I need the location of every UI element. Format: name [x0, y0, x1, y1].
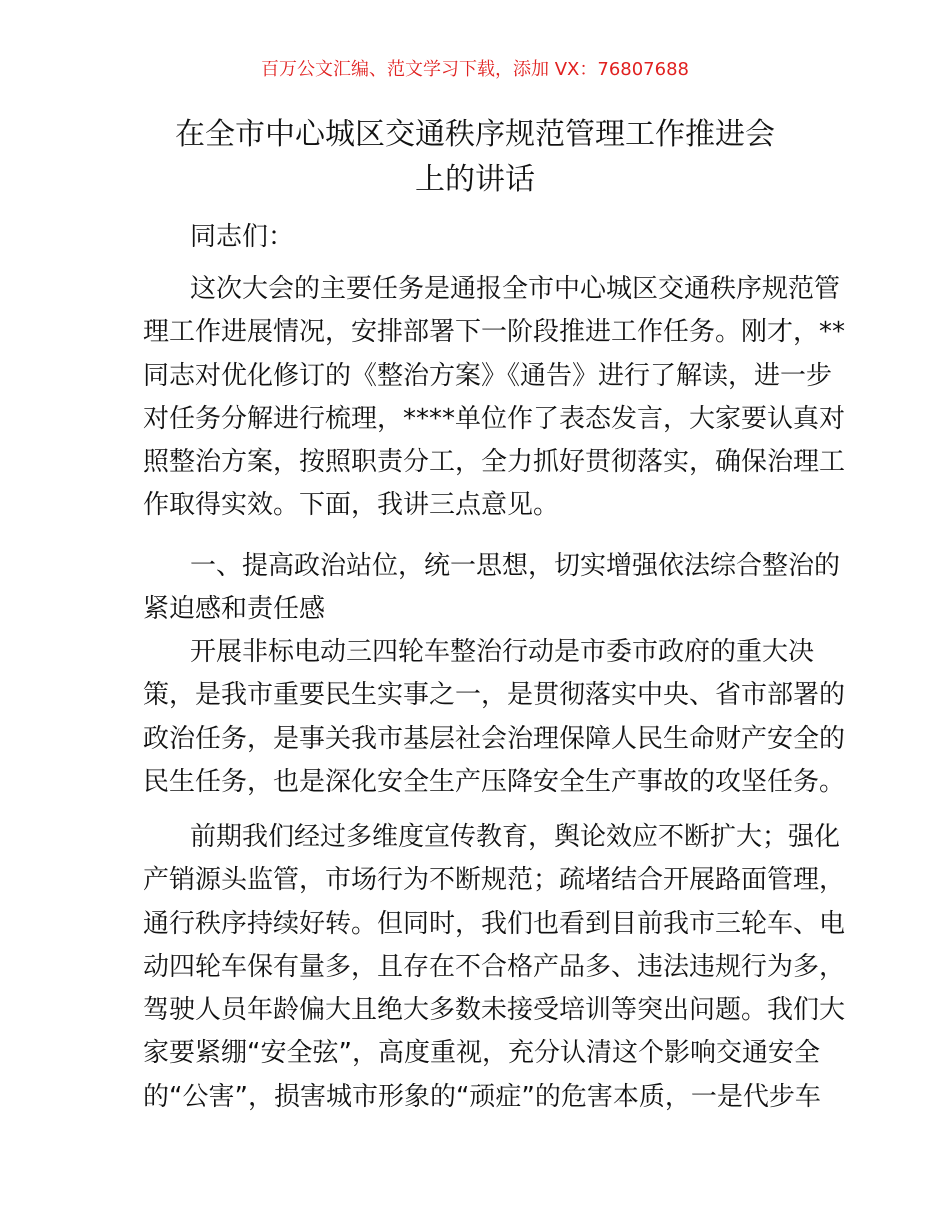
text-line: 的“公害”，损害城市形象的“顽症”的危害本质，一是代步车 [143, 1081, 821, 1112]
text-line: 家要紧绷“安全弦”，高度重视，充分认清这个影响交通安全 [143, 1038, 820, 1069]
paragraph-problems [143, 816, 846, 1119]
text-line: 理工作进展情况，安排部署下一阶段推进工作任务。刚才，** [143, 317, 846, 348]
text-line: 这次大会的主要任务是通报全市中心城区交通秩序规范管 [190, 274, 841, 304]
text-line: 前期我们经过多维度宣传教育，舆论效应不断扩大；强化 [190, 822, 841, 852]
text-line: 对任务分解进行梳理，****单位作了表态发言，大家要认真对 [143, 403, 846, 434]
text-line: 同志对优化修订的《整治方案》《通告》进行了解读，进一步 [143, 360, 833, 391]
text-line: 一、提高政治站位，统一思想，切实增强依法综合整治的 [190, 551, 841, 581]
salutation [143, 216, 810, 259]
text-line: 开展非标电动三四轮车整治行动是市委市政府的重大决 [190, 637, 815, 667]
text-line: 驾驶人员年龄偏大且绝大多数未接受培训等突出问题。我们大 [143, 995, 846, 1026]
text-line: 政治任务，是事关我市基层社会治理保障人民生命财产安全的 [143, 723, 846, 754]
text-line: 民生任务，也是深化安全生产压降安全生产事故的攻坚任务。 [143, 766, 846, 797]
text-line: 策，是我市重要民生实事之一，是贯彻落实中央、省市部署的 [143, 680, 846, 711]
text-line: 照整治方案，按照职责分工，全力抓好贯彻落实，确保治理工 [143, 447, 846, 478]
title-line: 在全市中心城区交通秩序规范管理工作推进会 [175, 117, 775, 152]
document-title [140, 112, 810, 202]
text-line: 作取得实效。下面，我讲三点意见。 [143, 490, 560, 521]
text-line: 紧迫感和责任感 [143, 594, 326, 625]
section-heading-1 [143, 545, 841, 632]
paragraph-significance [143, 631, 846, 804]
salutation-text: 同志们： [190, 222, 295, 252]
text-line: 产销源头监管，市场行为不断规范；疏堵结合开展路面管理， [143, 865, 846, 896]
paragraph-intro [143, 268, 846, 528]
text-line: 通行秩序持续好转。但同时，我们也看到目前我市三轮车、电 [143, 908, 846, 939]
title-line: 上的讲话 [415, 162, 535, 197]
text-line: 动四轮车保有量多，且存在不合格产品多、违法违规行为多， [143, 951, 846, 982]
watermark-banner: 百万公文汇编、范文学习下载，添加 VX：76807688 [261, 59, 689, 80]
